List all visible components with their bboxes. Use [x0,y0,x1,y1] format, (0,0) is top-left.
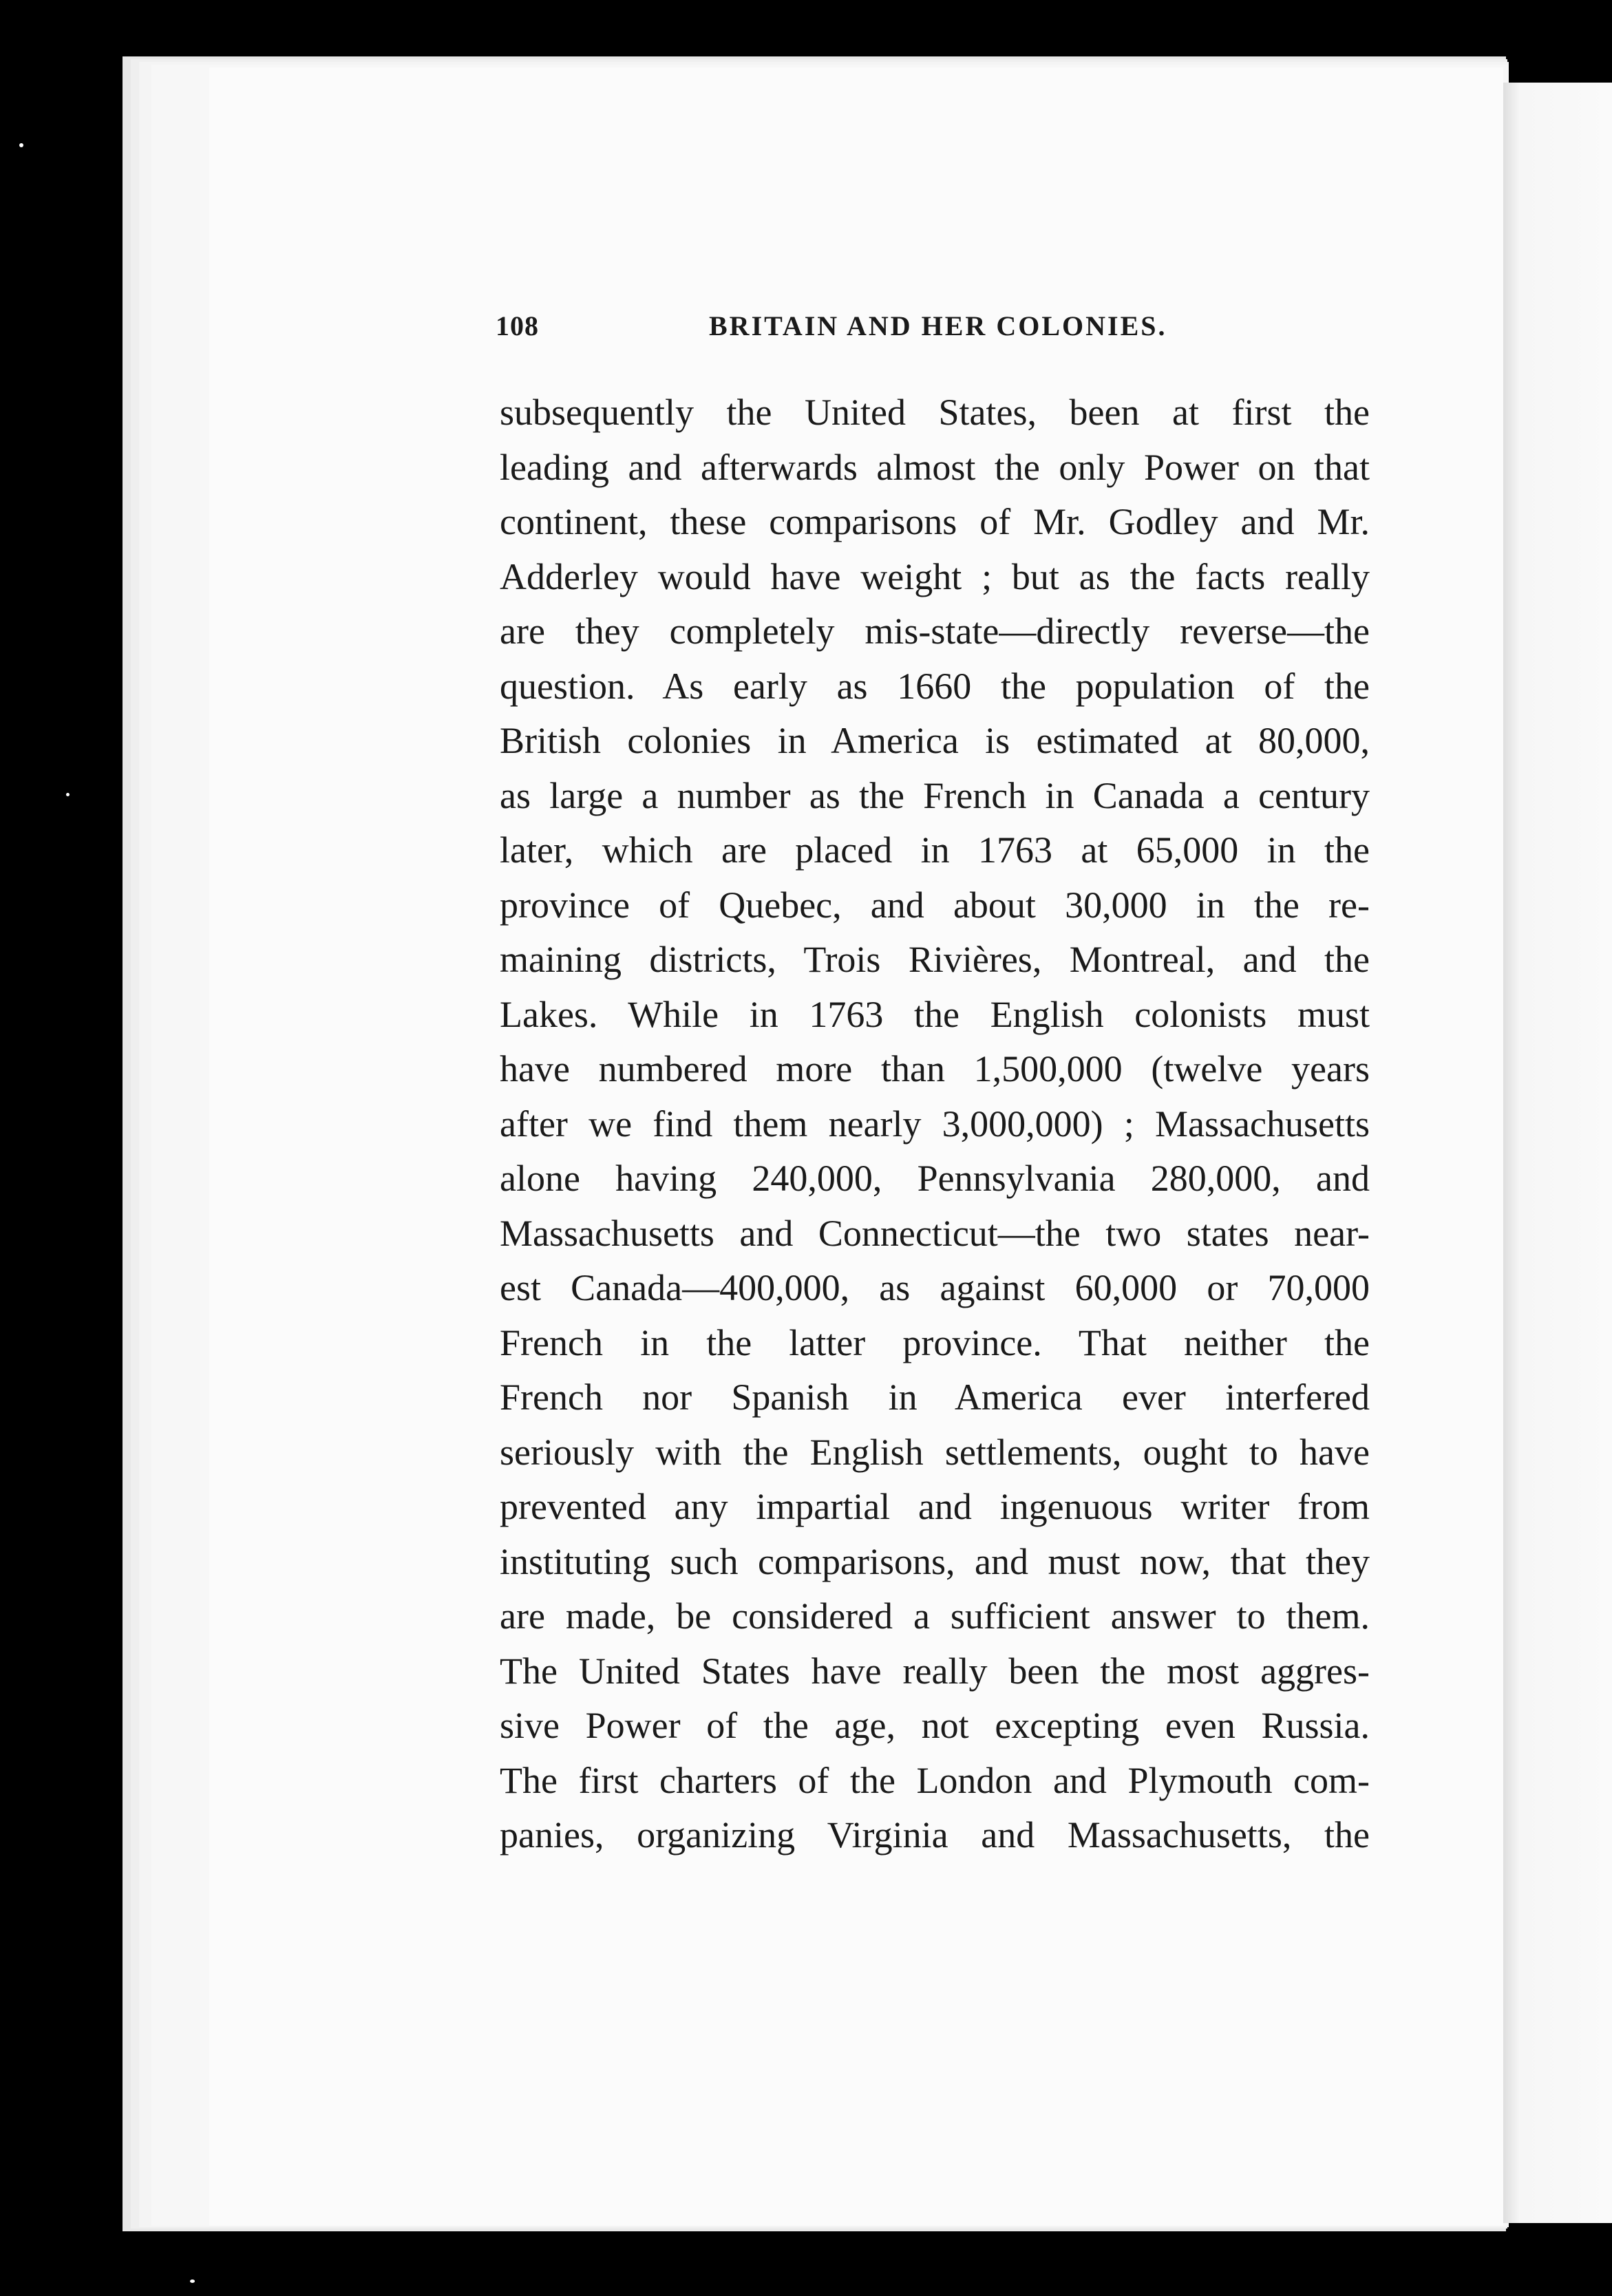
text-line: French in the latter province. That neither the [500,1321,1370,1363]
text-line: after we find them nearly 3,000,000) ; Massachusetts [500,1103,1370,1145]
text-line: The first charters of the London and Plymouth com- [500,1759,1370,1801]
text-line: instituting such comparisons, and must now, that they [500,1540,1370,1582]
scan-speck [19,143,23,147]
text-line: Massachusetts and Connecticut—the two states near- [500,1212,1370,1254]
facing-page-edge [1492,83,1612,2223]
running-head-title: BRITAIN AND HER COLONIES. [709,310,1167,341]
text-line: are they completely mis-state—directly reverse—the [500,610,1370,652]
text-line: are made, be considered a sufficient answer to them. [500,1595,1370,1637]
text-line: British colonies in America is estimated at 80,000, [500,720,1370,761]
text-line: French nor Spanish in America ever interfered [500,1376,1370,1418]
text-line: continent, these comparisons of Mr. Godley and Mr. [500,501,1370,542]
text-line: subsequently the United States, been at first the [500,392,1370,433]
text-line: maining districts, Trois Rivières, Montreal, and the [500,939,1370,980]
scan-speck [66,793,70,796]
text-line: seriously with the English settlements, ought to have [500,1431,1370,1473]
text-line: Lakes. While in 1763 the English colonists must [500,993,1370,1035]
text-line: est Canada—400,000, as against 60,000 or 70,000 [500,1267,1370,1308]
text-line: have numbered more than 1,500,000 (twelve years [500,1048,1370,1089]
text-line: Adderley would have weight ; but as the facts really [500,555,1370,597]
text-line: prevented any impartial and ingenuous writer from [500,1486,1370,1527]
text-line: leading and afterwards almost the only Power on that [500,446,1370,488]
running-head [496,310,1370,351]
body-text [500,385,1370,1863]
text-line: alone having 240,000, Pennsylvania 280,000, and [500,1158,1370,1199]
text-line: The United States have really been the most aggres- [500,1650,1370,1692]
text-line: sive Power of the age, not excepting even Russia. [500,1705,1370,1746]
text-line: later, which are placed in 1763 at 65,000 in the [500,829,1370,871]
page-number: 108 [496,310,539,341]
text-line: panies, organizing Virginia and Massachusetts, the [500,1814,1370,1856]
text-line: question. As early as 1660 the population of the [500,665,1370,707]
scan-speck [190,2279,195,2283]
text-line: as large a number as the French in Canada a century [500,774,1370,816]
text-line: province of Quebec, and about 30,000 in the re- [500,884,1370,926]
